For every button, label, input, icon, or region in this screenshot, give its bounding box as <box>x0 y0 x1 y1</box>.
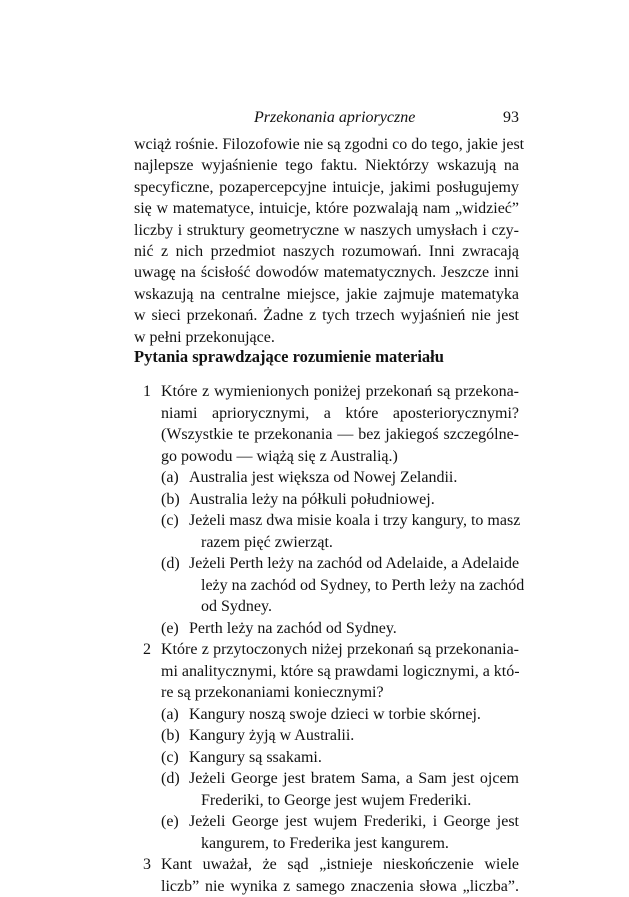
option-line: Jeżeli George jest bratem Sama, a Sam jest ojcem <box>189 768 519 790</box>
paragraph-line: w pełni przekonujące. <box>134 327 519 348</box>
option-line: leży na zachód od Sydney, to Perth leży na zachód <box>189 575 519 597</box>
option-line: Jeżeli Perth leży na zachód od Adelaide, a Adelaide <box>189 553 519 575</box>
running-title: Przekonania aprioryczne <box>254 107 415 129</box>
option-1d <box>134 553 519 618</box>
paragraph-line: wskazują na centralne miejsce, jakie zajmuje matematyka <box>134 284 519 305</box>
question-number: 3 <box>143 854 151 876</box>
option-1a <box>134 467 519 489</box>
option-line: Jeżeli George jest wujem Frederiki, i George jest <box>189 811 519 833</box>
question-3 <box>134 854 519 897</box>
question-line: Które z przytoczonych niżej przekonań są przekonania- <box>161 639 519 661</box>
option-line: Australia jest większa od Nowej Zelandii. <box>189 467 519 489</box>
option-label: (b) <box>161 489 180 511</box>
question-line: mi analitycznymi, które są prawdami logicznymi, a któ- <box>161 661 519 683</box>
question-list <box>134 381 519 897</box>
option-line: kangurem, to Frederika jest kangurem. <box>189 833 519 855</box>
paragraph-line: się w matematyce, intuicje, które pozwalają nam „widzieć” <box>134 198 519 219</box>
option-1e <box>134 618 519 640</box>
paragraph-line: liczby i struktury geometryczne w naszych umysłach i czy- <box>134 220 519 241</box>
question-line: (Wszystkie te przekonania — bez jakiegoś szczególne- <box>161 424 519 446</box>
option-line: Frederiki, to George jest wujem Frederiki. <box>189 790 519 812</box>
option-line: razem pięć zwierząt. <box>189 532 519 554</box>
paragraph-line: nić z nich przedmiot naszych rozumowań. Inni zwracają <box>134 241 519 262</box>
page-number: 93 <box>503 107 519 129</box>
running-head <box>134 107 519 129</box>
option-2b <box>134 725 519 747</box>
question-line: go powodu — wiążą się z Australią.) <box>161 446 519 468</box>
option-line: Perth leży na zachód od Sydney. <box>189 618 519 640</box>
option-label: (e) <box>161 811 179 833</box>
option-label: (e) <box>161 618 179 640</box>
option-1b <box>134 489 519 511</box>
question-line: re są przekonaniami koniecznymi? <box>161 682 519 704</box>
body-paragraph <box>134 134 519 348</box>
option-1c <box>134 510 519 553</box>
option-label: (a) <box>161 467 179 489</box>
question-1 <box>134 381 519 467</box>
question-line: Kant uważał, że sąd „istnieje nieskończenie wiele <box>161 854 519 876</box>
option-line: Kangury noszą swoje dzieci w torbie skórnej. <box>189 704 519 726</box>
option-label: (a) <box>161 704 179 726</box>
option-label: (c) <box>161 510 179 532</box>
option-2d <box>134 768 519 811</box>
question-number: 1 <box>143 381 151 403</box>
option-line: Kangury żyją w Australii. <box>189 725 519 747</box>
paragraph-line: w sieci przekonań. Żadne z tych trzech wyjaśnień nie jest <box>134 305 519 326</box>
question-2 <box>134 639 519 704</box>
paragraph-line: uwagę na ścisłość dowodów matematycznych. Jeszcze inni <box>134 262 519 283</box>
question-line: Które z wymienionych poniżej przekonań są przekona- <box>161 381 519 403</box>
option-label: (c) <box>161 747 179 769</box>
paragraph-line: wciąż rośnie. Filozofowie nie są zgodni co do tego, jakie jest <box>134 134 519 155</box>
paragraph-line: specyficzne, pozapercepcyjne intuicje, jakimi posługujemy <box>134 177 519 198</box>
option-label: (d) <box>161 768 180 790</box>
question-line: liczb” nie wynika z samego znaczenia słowa „liczba”. <box>161 876 519 897</box>
option-2c <box>134 747 519 769</box>
option-line: Australia leży na półkuli południowej. <box>189 489 519 511</box>
option-2e <box>134 811 519 854</box>
section-heading: Pytania sprawdzające rozumienie materiału <box>134 346 519 368</box>
option-line: Jeżeli masz dwa misie koala i trzy kangury, to masz <box>189 510 519 532</box>
option-2a <box>134 704 519 726</box>
option-line: od Sydney. <box>189 596 519 618</box>
option-label: (d) <box>161 553 180 575</box>
paragraph-line: najlepsze wyjaśnienie tego faktu. Niektórzy wskazują na <box>134 155 519 176</box>
option-label: (b) <box>161 725 180 747</box>
option-line: Kangury są ssakami. <box>189 747 519 769</box>
question-number: 2 <box>143 639 151 661</box>
question-line: niami apriorycznymi, a które aposteriorycznymi? <box>161 403 519 425</box>
